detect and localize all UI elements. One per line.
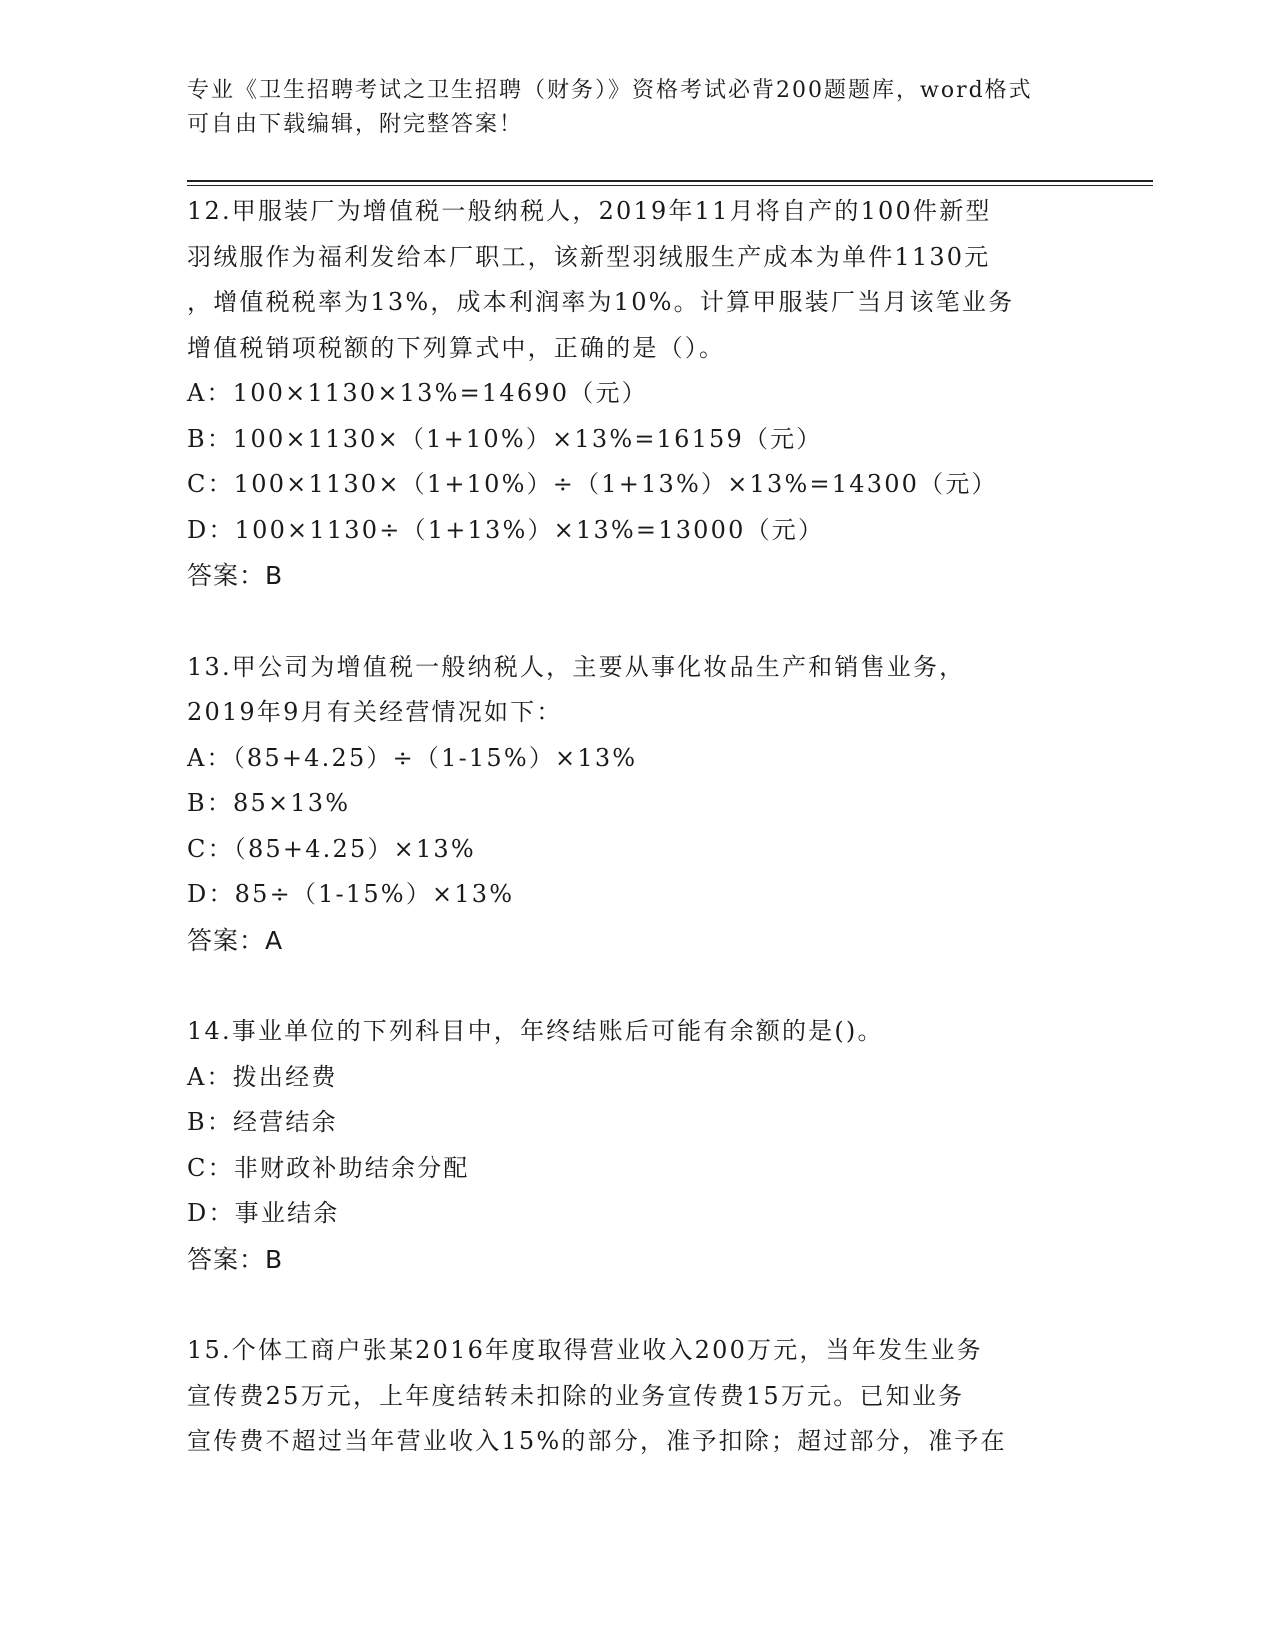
question-text-line: 羽绒服作为福利发给本厂职工，该新型羽绒服生产成本为单件1130元 (187, 242, 991, 271)
answer-text: 答案：B (187, 1244, 284, 1274)
answer-text: 答案：B (187, 561, 284, 590)
question-text-line: 15.个体工商户张某2016年度取得营业收入200万元，当年发生业务 (187, 1336, 983, 1364)
option-a: A：100×1130×13%=14690（元） (187, 379, 648, 407)
question-list (187, 189, 1087, 1465)
option-c: C：非财政补助结余分配 (187, 1153, 470, 1182)
option-b: B：经营结余 (187, 1108, 338, 1136)
question-13 (187, 645, 1087, 964)
header-divider-thin (187, 185, 1153, 186)
question-12 (187, 189, 1087, 599)
option-b: B：100×1130×（1+10%）×13%=16159（元） (187, 424, 823, 453)
header-line-2: 可自由下载编辑，附完整答案！ (187, 112, 524, 137)
question-text-line: 2019年9月有关经营情况如下： (187, 698, 563, 726)
question-spacer (187, 1282, 1087, 1328)
option-d: D：85÷（1-15%）×13% (187, 880, 515, 908)
answer-text: 答案：A (187, 925, 284, 955)
question-text-line: 13.甲公司为增值税一般纳税人，主要从事化妆品生产和销售业务， (187, 652, 966, 681)
question-text-line: 12.甲服装厂为增值税一般纳税人，2019年11月将自产的100件新型 (187, 197, 992, 225)
option-c: C：100×1130×（1+10%）÷（1+13%）×13%=14300（元） (187, 470, 998, 498)
question-text-line: ，增值税税率为13%，成本利润率为10%。计算甲服装厂当月该笔业务 (187, 288, 1015, 316)
option-a: A：（85+4.25）÷（1-15%）×13% (187, 743, 638, 772)
question-14 (187, 1009, 1087, 1282)
header-divider-thick (187, 180, 1153, 182)
option-b: B：85×13% (187, 789, 351, 817)
option-c: C：（85+4.25）×13% (187, 834, 476, 863)
document-header (187, 74, 1087, 142)
question-15 (187, 1328, 1087, 1465)
question-text-line: 宣传费不超过当年营业收入15%的部分，准予扣除；超过部分，准予在 (187, 1427, 1007, 1455)
option-a: A：拨出经费 (187, 1062, 338, 1091)
question-spacer (187, 599, 1087, 645)
question-text-line: 增值税销项税额的下列算式中，正确的是（）。 (187, 333, 726, 362)
question-text-line: 宣传费25万元，上年度结转未扣除的业务宣传费15万元。已知业务 (187, 1381, 965, 1410)
option-d: D：100×1130÷（1+13%）×13%=13000（元） (187, 515, 825, 544)
option-d: D：事业结余 (187, 1199, 340, 1227)
header-line-1: 专业《卫生招聘考试之卫生招聘（财务）》资格考试必背200题题库，word格式 (187, 78, 1033, 103)
question-text-line: 14.事业单位的下列科目中，年终结账后可能有余额的是()。 (187, 1017, 884, 1045)
question-spacer (187, 963, 1087, 1009)
